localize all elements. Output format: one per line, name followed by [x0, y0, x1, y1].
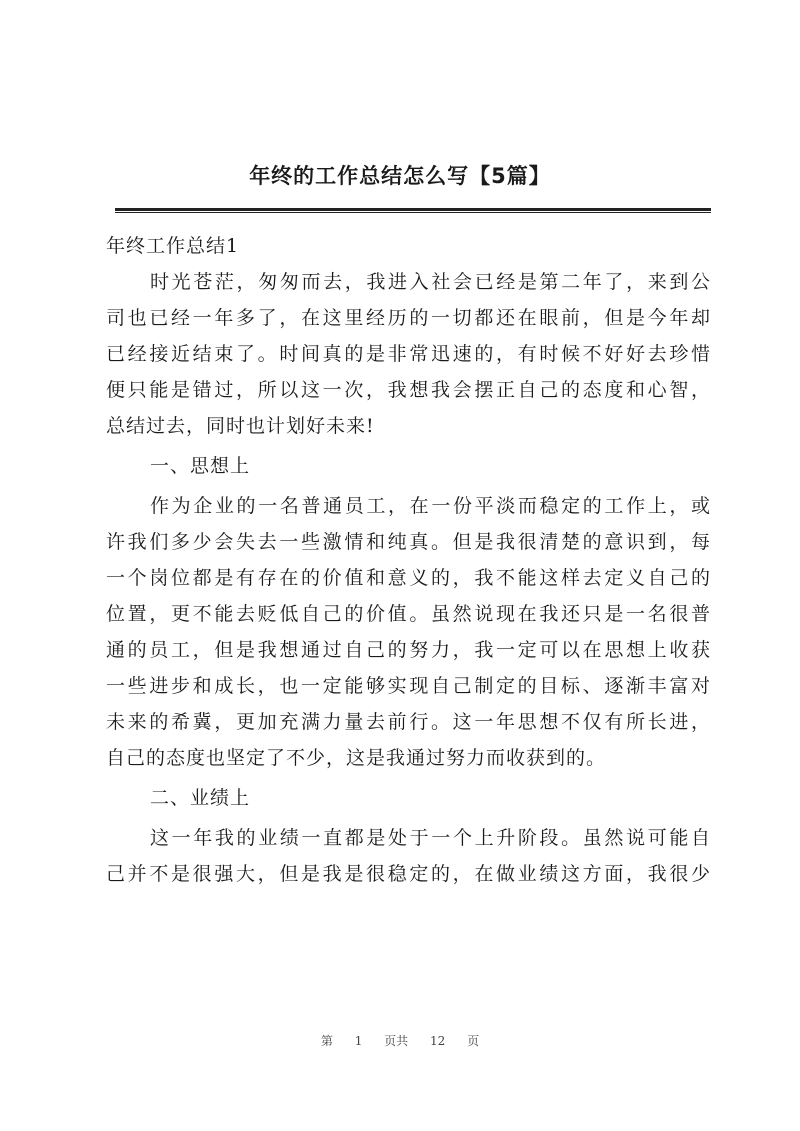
- section-heading: 年终工作总结1: [106, 235, 240, 257]
- subsection-heading: 二、业绩上: [150, 787, 251, 809]
- footer-page-number: 1: [354, 1034, 363, 1048]
- footer-middle: 页共: [384, 1034, 409, 1048]
- document-title: 年终的工作总结怎么写【5篇】: [249, 164, 551, 188]
- document-body: [106, 228, 710, 892]
- paragraph-line: 便只能是错过，所以这一次，我想我会摆正自己的态度和心智，: [106, 379, 710, 401]
- paragraph-line: 已经接近结束了。时间真的是非常迅速的，有时候不好好去珍惜: [106, 343, 710, 365]
- paragraph-line: 总结过去，同时也计划好未来!: [106, 415, 375, 437]
- paragraph-line: 司也已经一年多了，在这里经历的一切都还在眼前，但是今年却: [106, 307, 710, 329]
- paragraph-line: 时光苍茫，匆匆而去，我进入社会已经是第二年了，来到公: [150, 271, 710, 293]
- footer-prefix: 第: [320, 1034, 333, 1048]
- page-footer: [0, 1032, 800, 1050]
- footer-total-pages: 12: [430, 1034, 446, 1048]
- paragraph-line: 一些进步和成长，也一定能够实现自己制定的目标、逐渐丰富对: [106, 675, 710, 697]
- paragraph-line: 通的员工，但是我想通过自己的努力，我一定可以在思想上收获: [106, 639, 710, 661]
- title-divider: [115, 208, 711, 213]
- paragraph-line: 未来的希冀，更加充满力量去前行。这一年思想不仅有所长进，: [106, 711, 710, 733]
- footer-suffix: 页: [467, 1034, 480, 1048]
- paragraph-line: 位置，更不能去贬低自己的价值。虽然说现在我还只是一名很普: [106, 603, 710, 625]
- paragraph-line: 一个岗位都是有存在的价值和意义的，我不能这样去定义自己的: [106, 567, 710, 589]
- paragraph-line: 作为企业的一名普通员工，在一份平淡而稳定的工作上，或: [150, 495, 710, 517]
- subsection-heading: 一、思想上: [150, 455, 251, 477]
- paragraph-line: 许我们多少会失去一些激情和纯真。但是我很清楚的意识到，每: [106, 531, 710, 553]
- paragraph-line: 这一年我的业绩一直都是处于一个上升阶段。虽然说可能自: [150, 827, 710, 849]
- paragraph-line: 自己的态度也坚定了不少，这是我通过努力而收获到的。: [106, 747, 607, 769]
- paragraph-line: 己并不是很强大，但是我是很稳定的，在做业绩这方面，我很少: [106, 863, 710, 885]
